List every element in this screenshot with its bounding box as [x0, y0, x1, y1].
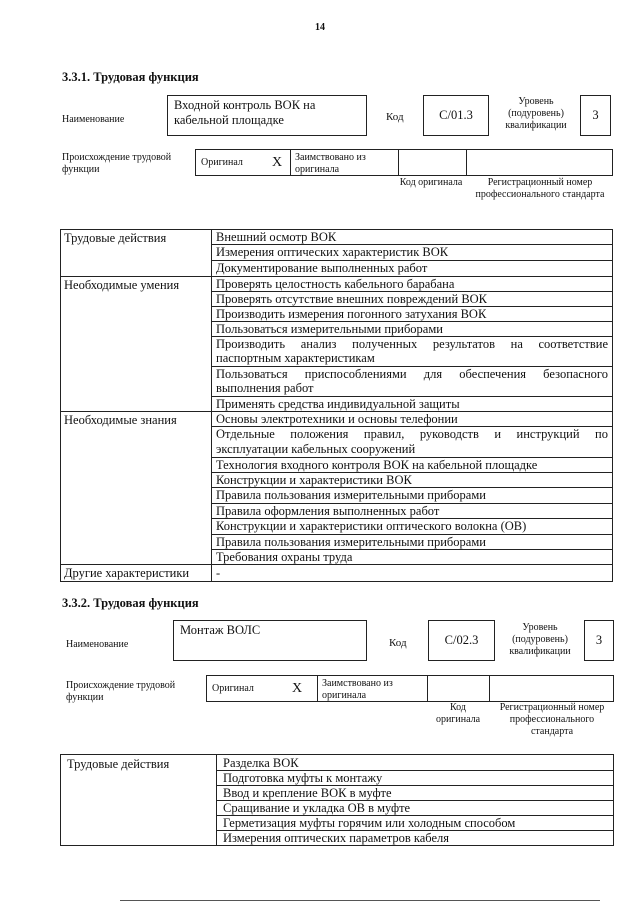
skill-item: паспортным характеристикам [216, 351, 375, 365]
borrowed-label: Заимствовано из оригинала [322, 678, 393, 701]
scan-edge-line [120, 900, 600, 901]
original-label: Оригинал [212, 683, 254, 694]
name-label: Наименование [62, 114, 125, 125]
original-x-mark: X [292, 681, 303, 696]
category-other: Другие характеристики [64, 566, 190, 580]
code-label: Код [386, 111, 404, 123]
code-label: Код [389, 637, 407, 649]
origin-row [206, 675, 614, 702]
reg-number-label: Регистрационный номер профессионального стандарта [499, 702, 605, 737]
action-item: Измерения оптических характеристик ВОК [216, 245, 449, 259]
knowledge-item: Конструкции и характеристики оптического волокна (ОВ) [216, 519, 527, 533]
action-item: Подготовка муфты к монтажу [223, 771, 383, 785]
category-knowledge: Необходимые знания [64, 413, 177, 427]
origin-code-label: Код оригинала [435, 702, 481, 725]
action-item: Внешний осмотр ВОК [216, 230, 337, 244]
cell-divider [317, 676, 318, 701]
knowledge-item: Основы электротехники и основы телефонии [216, 412, 458, 426]
knowledge-item: Отдельные положения правил, руководств и инструкций по [216, 427, 608, 441]
origin-code-label: Код оригинала [399, 177, 463, 188]
knowledge-item: Требования охраны труда [216, 550, 353, 564]
skill-item: Проверять отсутствие внешних повреждений ВОК [216, 292, 488, 306]
knowledge-item: Конструкции и характеристики ВОК [216, 473, 412, 487]
level-value: 3 [580, 95, 611, 136]
skill-item: Производить анализ полученных результатов на соответствие [216, 337, 608, 351]
borrowed-label: Заимствовано из оригинала [295, 152, 366, 175]
section2-table [60, 754, 614, 846]
origin-row [195, 149, 613, 176]
function-code: C/01.3 [423, 95, 489, 136]
other-value: - [216, 566, 221, 580]
origin-label: Происхождение трудовой функции [66, 680, 176, 703]
cell-divider [466, 150, 467, 175]
skill-item: выполнения работ [216, 381, 314, 395]
category-separator [61, 564, 612, 565]
section1-table [60, 229, 613, 582]
page-number: 14 [315, 22, 325, 33]
knowledge-item: Технология входного контроля ВОК на кабельной площадке [216, 458, 538, 472]
origin-label: Происхождение трудовой функции [62, 152, 172, 175]
function-name: Входной контроль ВОК на кабельной площадке [174, 98, 316, 127]
action-item: Герметизация муфты горячим или холодным способом [223, 816, 516, 830]
section2-title: 3.3.2. Трудовая функция [62, 596, 199, 610]
function-code: C/02.3 [428, 620, 495, 661]
function-name-box [167, 95, 367, 136]
reg-number-label: Регистрационный номер профессионального стандарта [475, 177, 605, 200]
category-skills: Необходимые умения [64, 278, 180, 292]
action-item: Ввод и крепление ВОК в муфте [223, 786, 392, 800]
knowledge-item: эксплуатации кабельных сооружений [216, 442, 416, 456]
skill-item: Пользоваться измерительными приборами [216, 322, 443, 336]
skill-item: Пользоваться приспособлениями для обеспечения безопасного [216, 367, 608, 381]
level-label: Уровень (подуровень) квалификации [509, 622, 571, 657]
cell-divider [290, 150, 291, 175]
original-label: Оригинал [201, 157, 243, 168]
level-value: 3 [584, 620, 614, 661]
section1-title: 3.3.1. Трудовая функция [62, 70, 199, 84]
level-label: Уровень (подуровень) квалификации [505, 96, 567, 131]
action-item: Сращивание и укладка ОВ в муфте [223, 801, 411, 815]
category-actions: Трудовые действия [64, 231, 167, 245]
cell-divider [427, 676, 428, 701]
original-x-mark: X [272, 155, 283, 170]
skill-item: Проверять целостность кабельного барабана [216, 277, 455, 291]
action-item: Разделка ВОК [223, 756, 299, 770]
cell-divider [489, 676, 490, 701]
function-name: Монтаж ВОЛС [180, 623, 261, 637]
column-divider [211, 230, 212, 581]
skill-item: Применять средства индивидуальной защиты [216, 397, 460, 411]
category-actions: Трудовые действия [67, 757, 170, 771]
action-item: Измерения оптических параметров кабеля [223, 831, 450, 845]
action-item: Документирование выполненных работ [216, 261, 428, 275]
knowledge-item: Правила пользования измерительными приборами [216, 535, 486, 549]
function-name-box [173, 620, 367, 661]
cell-divider [398, 150, 399, 175]
name-label: Наименование [66, 639, 129, 650]
knowledge-item: Правила пользования измерительными приборами [216, 488, 486, 502]
skill-item: Производить измерения погонного затухания ВОК [216, 307, 487, 321]
knowledge-item: Правила оформления выполненных работ [216, 504, 440, 518]
